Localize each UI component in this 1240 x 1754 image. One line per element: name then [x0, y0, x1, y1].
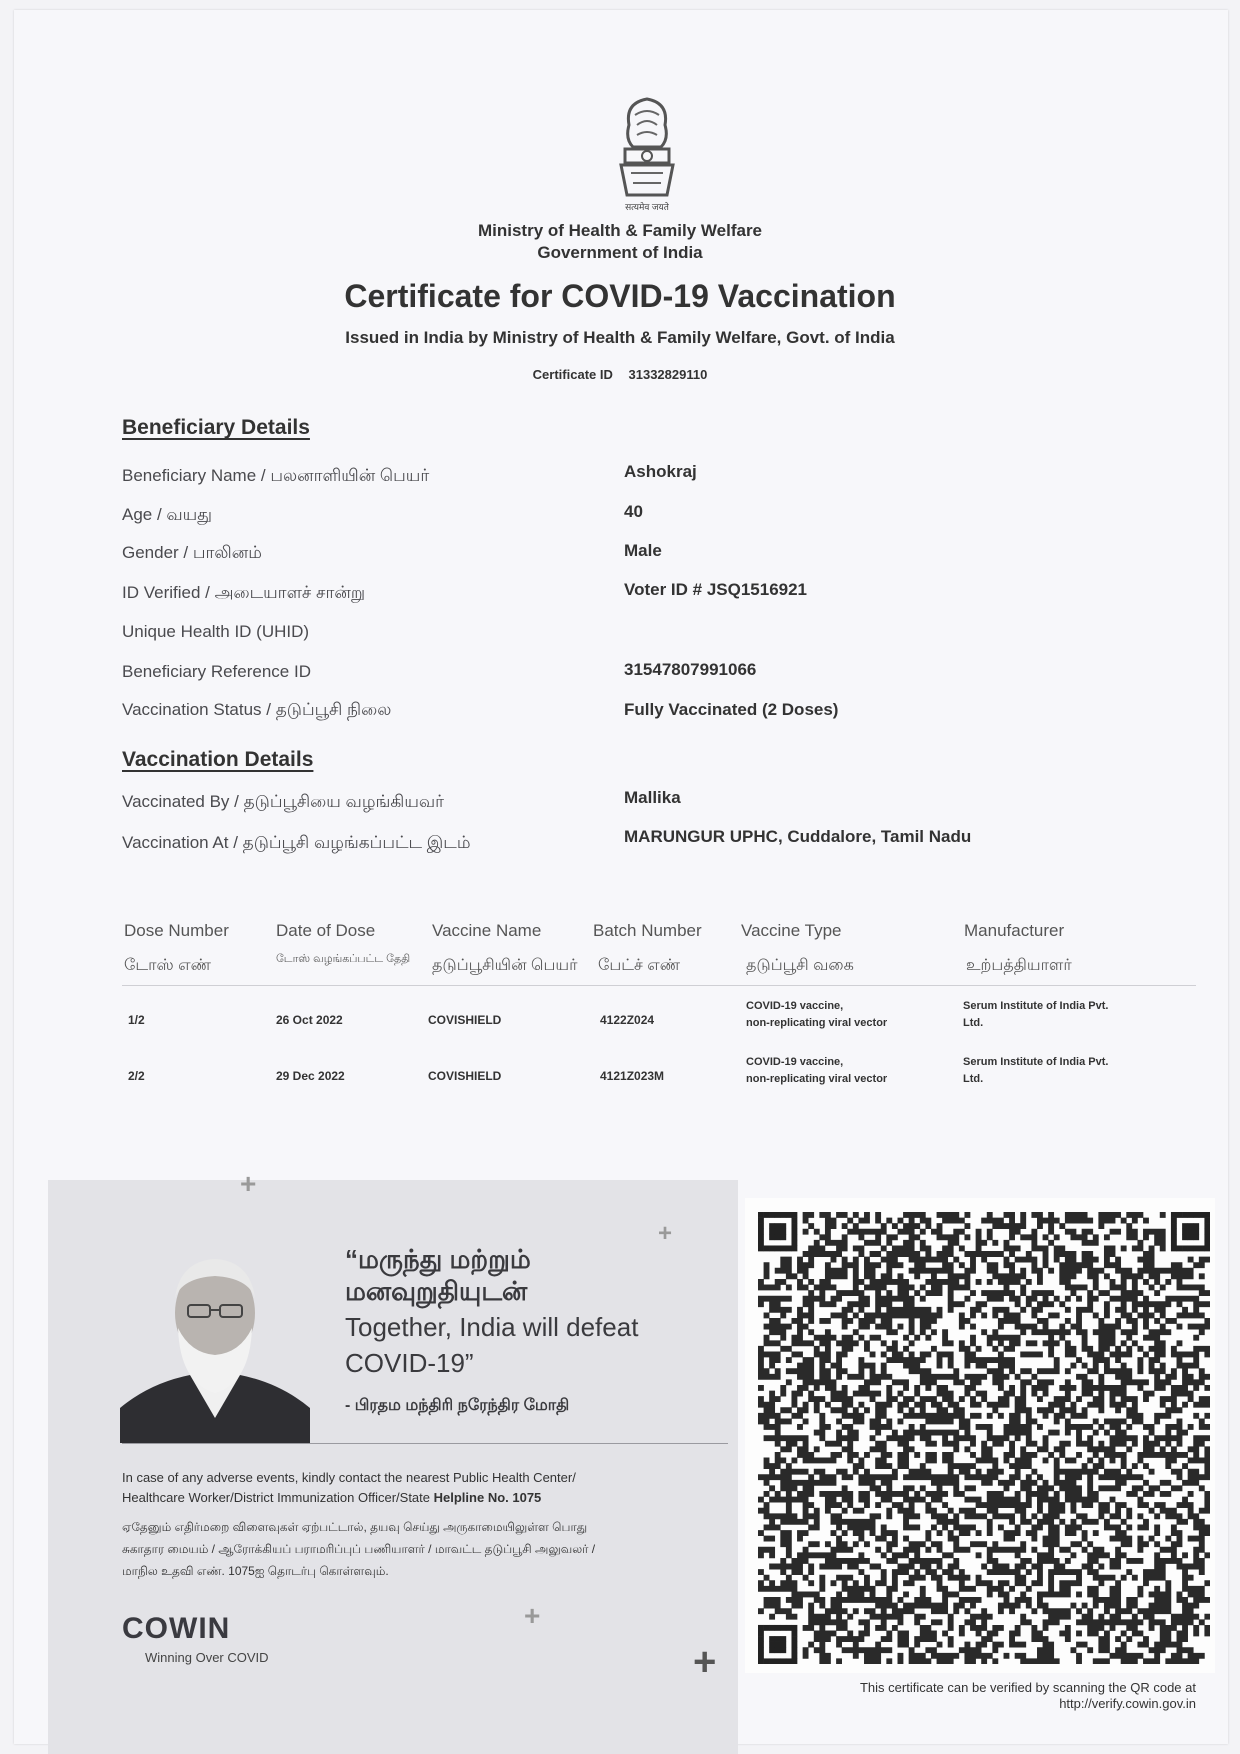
notice-english-line1: In case of any adverse events, kindly contact the nearest Public Health Center/	[122, 1470, 576, 1485]
beneficiary-name-value: Ashokraj	[624, 462, 697, 481]
header-date-of-dose: Date of Dose	[276, 921, 376, 940]
beneficiary-reference-id-label: Beneficiary Reference ID	[122, 662, 311, 681]
beneficiary-reference-id-value: 31547807991066	[624, 660, 757, 679]
notice-tamil-line1: ஏதேனும் எதிர்மறை விளைவுகள் ஏற்பட்டால், தயவு செய்து அருகாமையிலுள்ள பொது	[122, 1520, 588, 1534]
cowin-tagline: Winning Over COVID	[145, 1650, 269, 1665]
vaccinated-by-value: Mallika	[624, 788, 681, 807]
dose-date: 29 Dec 2022	[276, 1069, 345, 1083]
quote-tamil-line1: “மருந்து மற்றும்	[345, 1244, 531, 1274]
vaccination-at-label: Vaccination At / தடுப்பூசி வழங்கப்பட்ட இடம்	[122, 833, 471, 852]
header-vaccine-type-tamil: தடுப்பூசி வகை	[746, 957, 854, 974]
dose-number: 1/2	[128, 1013, 145, 1027]
vaccine-type-line2: non-replicating viral vector	[746, 1017, 888, 1029]
plus-icon: +	[693, 1640, 717, 1684]
vaccine-type-line1: COVID-19 vaccine,	[746, 1056, 844, 1068]
dose-number: 2/2	[128, 1069, 145, 1083]
header-dose-number: Dose Number	[124, 921, 229, 940]
header-manufacturer-tamil: உற்பத்தியாளர்	[966, 957, 1072, 974]
vaccination-status-label: Vaccination Status / தடுப்பூசி நிலை	[122, 700, 392, 719]
age-label: Age / வயது	[122, 505, 213, 524]
manufacturer-line1: Serum Institute of India Pvt.	[963, 1056, 1109, 1068]
vaccine-type-line2: non-replicating viral vector	[746, 1073, 888, 1085]
manufacturer-line2: Ltd.	[963, 1017, 984, 1029]
certificate-id-value: 31332829110	[628, 367, 708, 382]
notice-english-line2: Healthcare Worker/District Immunization Officer/State	[122, 1490, 431, 1505]
vaccine-type	[746, 998, 887, 1032]
verify-url: http://verify.cowin.gov.in	[1059, 1696, 1196, 1711]
vaccination-at-value: MARUNGUR UPHC, Cuddalore, Tamil Nadu	[624, 827, 972, 846]
adverse-events-notice-tamil	[122, 1516, 722, 1582]
vaccine-name: COVISHIELD	[428, 1069, 502, 1083]
dose-date: 26 Oct 2022	[276, 1013, 343, 1027]
header-vaccine-name: Vaccine Name	[432, 921, 542, 940]
banner-divider	[122, 1443, 728, 1444]
quote-english-line1: Together, India will defeat	[345, 1312, 639, 1342]
batch-number: 4122Z024	[600, 1013, 655, 1027]
emblem-motto: सत्यमेव जयते	[625, 202, 669, 212]
beneficiary-name-label: Beneficiary Name / பலனாளியின் பெயர்	[122, 466, 430, 485]
header-batch-number: Batch Number	[593, 921, 702, 940]
pm-quote	[345, 1243, 705, 1379]
helpline-number: Helpline No. 1075	[433, 1490, 542, 1505]
vaccinated-by-label: Vaccinated By / தடுப்பூசியை வழங்கியவர்	[122, 792, 445, 811]
certificate-subtitle: Issued in India by Ministry of Health & Family Welfare, Govt. of India	[345, 328, 895, 347]
header-vaccine-type: Vaccine Type	[741, 921, 842, 940]
vaccine-type	[746, 1054, 887, 1088]
vaccine-name: COVISHIELD	[428, 1013, 502, 1027]
batch-number: 4121Z023M	[600, 1069, 665, 1083]
manufacturer-line2: Ltd.	[963, 1073, 984, 1085]
uhid-label: Unique Health ID (UHID)	[122, 622, 310, 641]
certificate-id-label: Certificate ID	[532, 367, 613, 382]
prime-minister-photo	[120, 1243, 310, 1443]
ministry-name: Ministry of Health & Family Welfare	[477, 221, 763, 240]
notice-tamil-line2: சுகாதார மையம் / ஆரோக்கியப் பராமரிப்புப் பணியாளர் / மாவட்ட தடுப்பூசி அலுவலர் /	[122, 1542, 596, 1556]
beneficiary-details-heading: Beneficiary Details	[122, 416, 310, 439]
vaccination-details-heading: Vaccination Details	[122, 748, 314, 771]
header-manufacturer: Manufacturer	[964, 921, 1065, 940]
header-date-of-dose-tamil: டோஸ் வழங்கப்பட்ட தேதி	[276, 953, 411, 965]
vaccine-type-line1: COVID-19 vaccine,	[746, 1000, 844, 1012]
age-value: 40	[624, 502, 643, 521]
national-emblem-icon	[607, 95, 687, 207]
qr-code[interactable]	[758, 1212, 1210, 1664]
cowin-logo: COWIN	[122, 1612, 231, 1645]
adverse-events-notice	[122, 1468, 722, 1508]
id-verified-value: Voter ID # JSQ1516921	[624, 580, 808, 599]
gender-value: Male	[624, 541, 662, 560]
verify-note	[716, 1680, 1196, 1712]
manufacturer	[963, 1054, 1108, 1088]
quote-tamil-line2: மனவுறுதியுடன்	[345, 1276, 528, 1306]
plus-icon: +	[240, 1168, 257, 1199]
gender-label: Gender / பாலினம்	[122, 543, 262, 562]
quote-english-line2: COVID-19”	[345, 1348, 474, 1378]
header-dose-number-tamil: டோஸ் எண்	[124, 957, 211, 974]
verify-note-line1: This certificate can be verified by scanning the QR code at	[859, 1680, 1196, 1695]
plus-icon: +	[524, 1600, 541, 1631]
quote-attribution: - பிரதம மந்திரி நரேந்திர மோதி	[345, 1397, 570, 1414]
vaccination-status-value: Fully Vaccinated (2 Doses)	[624, 700, 839, 719]
manufacturer-line1: Serum Institute of India Pvt.	[963, 1000, 1109, 1012]
government-name: Government of India	[537, 243, 703, 262]
manufacturer	[963, 998, 1108, 1032]
certificate-title: Certificate for COVID-19 Vaccination	[344, 278, 896, 314]
header-vaccine-name-tamil: தடுப்பூசியின் பெயர்	[432, 957, 578, 974]
notice-tamil-line3: மாநில உதவி எண். 1075ஐ தொடர்பு கொள்ளவும்.	[122, 1564, 389, 1578]
plus-icon: +	[658, 1220, 673, 1247]
header-batch-number-tamil: பேட்ச் எண்	[598, 957, 681, 974]
table-header-divider	[122, 985, 1196, 986]
id-verified-label: ID Verified / அடையாளச் சான்று	[122, 583, 366, 602]
certificate-id	[0, 367, 1240, 382]
